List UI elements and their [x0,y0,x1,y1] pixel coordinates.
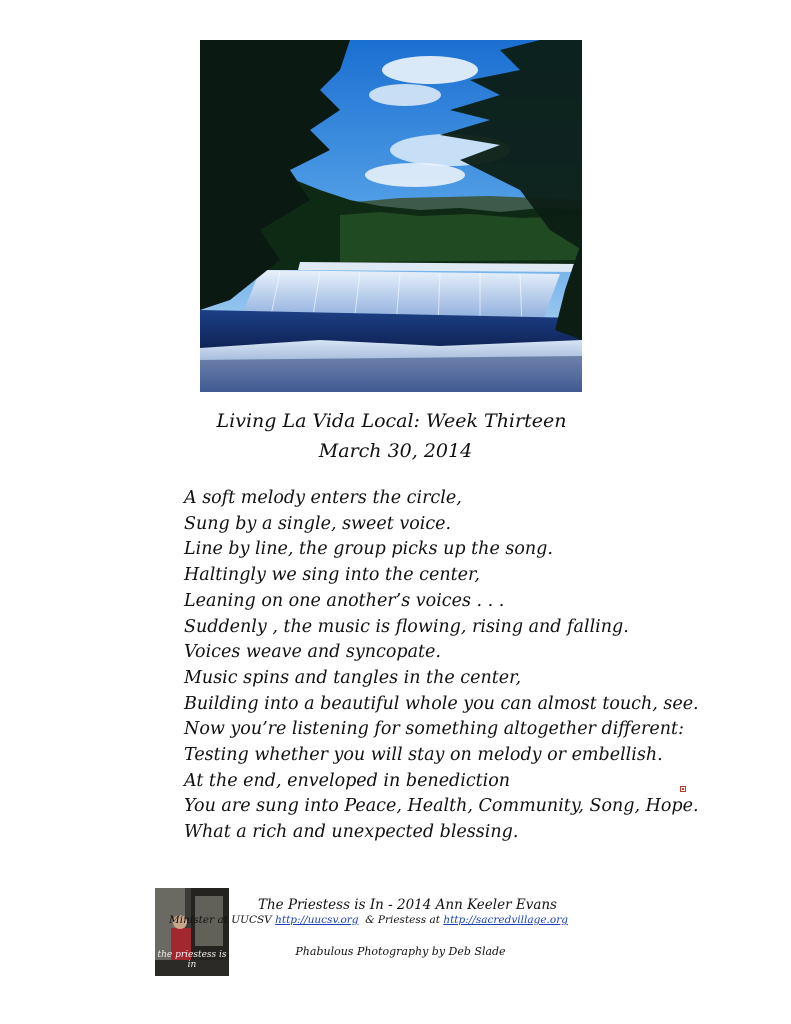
poem-line: Voices weave and syncopate. [184,642,441,663]
poem-line: Music spins and tangles in the center, [184,667,522,688]
poem-line: You are sung into Peace, Health, Community, Song, Hope. [184,796,699,817]
image-placeholder-icon [680,786,686,792]
poem-line: A soft melody enters the circle, [184,488,462,508]
poem-line: Line by line, the group picks up the song. [184,539,553,560]
uucsv-link[interactable]: http://uucsv.org [275,914,359,926]
priestess-label: & Priestess at [365,914,440,926]
waterfall-photo [200,40,582,392]
thumbnail-label: the priestess is in [157,950,227,970]
page-date: March 30, 2014 [318,440,473,462]
sacredvillage-link[interactable]: http://sacredvillage.org [443,914,568,926]
poem-line: Haltingly we sing into the center, [184,565,480,586]
poem-line: Testing whether you will stay on melody or embellish. [184,745,663,766]
poem-line: Now you’re listening for something altogether different: [184,719,684,740]
poem-body [184,486,699,846]
poem-line: What a rich and unexpected blessing. [184,822,519,843]
poem-line: Sung by a single, sweet voice. [184,513,452,534]
poem-line: Building into a beautiful whole you can almost touch, see. [184,693,699,714]
photo-credit: Phabulous Photography by Deb Slade [295,945,506,958]
footer-credit: The Priestess is In - 2014 Ann Keeler Evans [257,897,557,913]
footer-links [0,914,764,926]
page-title: Living La Vida Local: Week Thirteen [216,410,567,432]
minister-label: Minister at UUCSV [169,914,272,926]
poem-line: At the end, enveloped in benediction [184,770,511,791]
poem-line: Leaning on one another’s voices . . . [184,590,505,611]
poem-line: Suddenly , the music is flowing, rising and falling. [184,616,629,637]
